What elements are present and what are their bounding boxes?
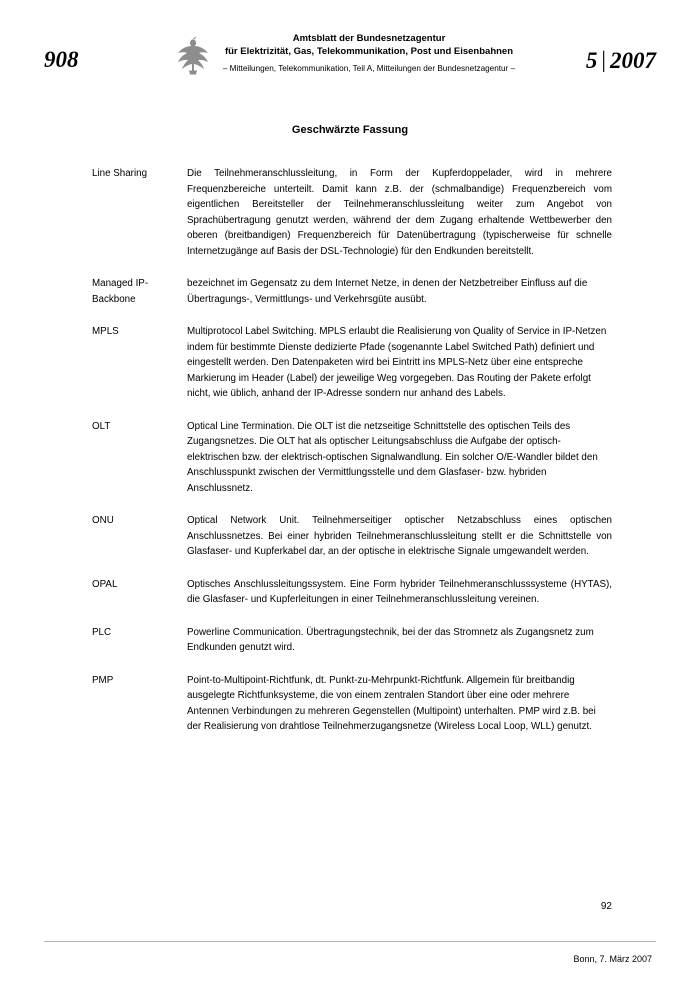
page-number: 92 [600,901,612,912]
glossary-term: PMP [92,674,114,686]
glossary-list [44,166,656,735]
footer-place-date: Bonn, 7. März 2007 [573,954,652,964]
list-item [44,276,656,307]
publication-subtitle: für Elektrizität, Gas, Telekommunikation, Post und Eisenbahnen [224,46,514,57]
glossary-term: Line Sharing [92,168,148,179]
glossary-definition: Optical Line Termination. Die OLT ist die netzseitige Schnittstelle des optischen Teils des Zugangsnetzes. Die OLT hat als optischer Leitungsabschluss die Aufgabe der optisch-elektrischen bzw. der elektrisch-optischen Signalwandlung. Ein solcher O/E-Wandler bildet den Anschlusspunkt zwischen der Vermittlungsstelle und dem Glasfaser- bzw. hybriden Anschlussnetz. [187,420,598,494]
issue-volume-year [536,26,656,74]
federal-eagle-icon [175,30,211,76]
header-center [154,26,536,77]
glossary-definition: Powerline Communication. Übertragungstechnik, bei der das Stromnetz als Zugangsnetz zum Endkunden genutzt wird. [187,626,594,653]
glossary-definition: Point-to-Multipoint-Richtfunk, dt. Punkt-zu-Mehrpunkt-Richtfunk. Allgemein für breitbandig ausgelegte Richtfunksysteme, die von einem zentralen Standort über eine oder mehrere Antennen Verbindungen zu mehreren Gegenstellen (Multipoint) unterhalten. PMP wird z.B. bei der Realisierung von drahtlose Teilnehmerzugangsnetze (Wireless Local Loop, WLL) genutzt. [187,674,596,732]
publication-section: – Mitteilungen, Telekommunikation, Teil A, Mitteilungen der Bundesnetzagentur – [222,64,516,73]
list-item [44,166,656,259]
glossary-term: MPLS [92,326,119,337]
volume-year-separator: | [601,47,606,72]
issue-number: 908 [44,47,79,72]
list-item [44,673,656,735]
list-item [44,625,656,656]
year: 2007 [610,48,656,73]
glossary-term: ONU [92,515,114,526]
glossary-term: Managed IP-Backbone [92,278,149,305]
glossary-term: OLT [92,420,111,432]
page-header [44,26,656,90]
list-item [44,577,656,608]
volume-number: 5 [585,48,598,73]
glossary-definition: Die Teilnehmeranschlussleitung, in Form der Kupferdoppelader, wird in mehrere Frequenzbereiche unterteilt. Damit kann z.B. der (schmalbandige) Frequenzbereich vom eigentlichen Bereitsteller der Teilnehmeranschlussleitung weiter zum Angebot von Sprachübertragung genutzt werden, während der dem Zugang erhaltende Wettbewerber den oberen (breitbandigen) Frequenzbereich für Datenübertragung (typischerweise für schnelle Internetzugänge auf Basis der DSL-Technologie) für den Endkunden bereitstellt. [187,168,612,257]
footer-divider [44,941,656,942]
glossary-definition: Multiprotocol Label Switching. MPLS erlaubt die Realisierung von Quality of Service in IP-Netzen indem für bestimmte Dienste dedizierte Pfade (sogenannte Label Switched Path) definiert und eingestellt werden. Den Datenpaketen wird bei Eintritt ins MPLS-Netz über eine entspreche Markierung im Header (Label) der jeweilige Weg vorgegeben. Das Routing der Pakete erfolgt nicht, wie üblich, anhand der IP-Adresse sondern nur anhand des Labels. [187,326,607,399]
list-item [44,513,656,560]
list-item [44,419,656,497]
header-titles [223,28,515,77]
glossary-definition: Optical Network Unit. Teilnehmerseitiger optischer Netzabschluss eines optischen Anschlussnetzes. Bei einer hybriden Teilnehmeranschlussleitung stellt er die Schnittstelle von Glasfaser- und Kupferkabel dar, an der optische in elektrische Signale umgewandelt werden. [187,515,612,557]
list-item [44,324,656,402]
publication-title: Amtsblatt der Bundesnetzagentur [292,33,446,44]
glossary-definition: bezeichnet im Gegensatz zu dem Internet Netze, in denen der Netzbetreiber Einfluss auf die Übertragungs-, Vermittlungs- und Verkehrsgüte ausübt. [187,278,588,305]
glossary-term: OPAL [92,578,118,590]
glossary-definition: Optisches Anschlussleitungssystem. Eine Form hybrider Teilnehmeranschlusssysteme (HYTAS), die Glasfaser- und Kupferleitungen in einer Teilnehmeranschlussleitung vereinen. [187,578,612,605]
document-heading: Geschwärzte Fassung [291,124,409,136]
glossary-term: PLC [92,626,112,638]
